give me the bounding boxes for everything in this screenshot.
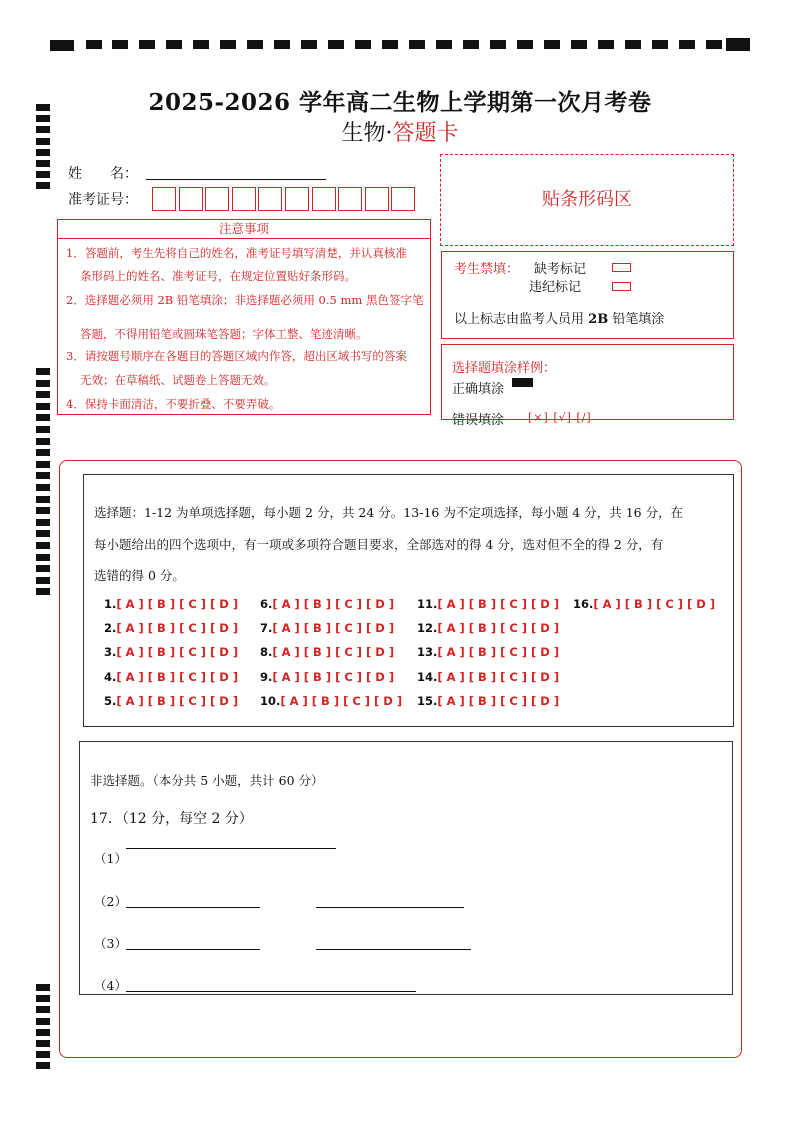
answer-blank[interactable]	[126, 991, 416, 992]
subject-label: 生物·	[341, 121, 393, 146]
timing-mark	[36, 171, 50, 178]
answer-bubbles[interactable]: [ A ] [ B ] [ C ] [ D ]	[437, 621, 560, 635]
choice-question[interactable]	[260, 694, 402, 708]
question-number: 9.	[260, 670, 273, 684]
exam-id-digit-box[interactable]	[285, 187, 309, 211]
wrong-mark: [/]	[576, 411, 592, 424]
notice-line: 3．请按题号顺序在各题目的答题区域内作答，超出区域书写的答案	[66, 349, 407, 363]
exam-id-digit-box[interactable]	[312, 187, 336, 211]
choice-question[interactable]	[417, 645, 559, 659]
timing-mark	[36, 530, 50, 537]
timing-mark	[36, 438, 50, 445]
wrong-fill-label: 错误填涂	[452, 413, 505, 428]
barcode-area	[440, 154, 734, 246]
timing-mark	[36, 1062, 50, 1069]
answer-blank[interactable]	[316, 949, 471, 950]
exam-id-digit-box[interactable]	[152, 187, 176, 211]
question-number: 15.	[417, 694, 438, 708]
wrong-fill-marks	[528, 411, 592, 424]
notice-line: 答题，不得用铅笔或圆珠笔答题；字体工整、笔迹清晰。	[80, 327, 368, 341]
timing-mark	[36, 461, 50, 468]
blank-label: （1）	[94, 851, 127, 866]
question-number: 7.	[260, 621, 273, 635]
notice-line: 无效；在草稿纸、试题卷上答题无效。	[80, 373, 276, 387]
timing-mark	[36, 380, 50, 387]
question-number: 6.	[260, 597, 273, 611]
timing-mark	[36, 472, 50, 479]
choice-instruction-1: 选择题：1-12 为单项选择题，每小题 2 分，共 24 分。13-16 为不定项选择，每小题 4 分，共 16 分，在	[94, 505, 684, 520]
notice-line: 条形码上的姓名、准考证号，在规定位置贴好条形码。	[80, 269, 356, 283]
question-number: 8.	[260, 645, 273, 659]
choice-question[interactable]	[417, 597, 559, 611]
choice-question[interactable]	[260, 645, 394, 659]
name-label: 姓 名：	[68, 166, 138, 182]
notice-line: 4．保持卡面清洁，不要折叠、不要弄破。	[66, 397, 281, 411]
choice-question[interactable]	[260, 621, 394, 635]
absent-label: 缺考标记	[534, 262, 587, 277]
exam-id-digit-box[interactable]	[365, 187, 389, 211]
q17-title: 17．（12 分，每空 2 分）	[90, 811, 253, 827]
timing-mark	[36, 1029, 50, 1036]
question-number: 10.	[260, 694, 281, 708]
prohibited-note	[454, 308, 664, 327]
timing-mark	[36, 368, 50, 375]
timing-mark	[36, 1040, 50, 1047]
answer-bubbles[interactable]: [ A ] [ B ] [ C ] [ D ]	[437, 645, 560, 659]
prohibited-box	[441, 251, 734, 339]
answer-bubbles[interactable]: [ A ] [ B ] [ C ] [ D ]	[116, 670, 239, 684]
answer-bubbles[interactable]: [ A ] [ B ] [ C ] [ D ]	[116, 597, 239, 611]
notice-line: 2．选择题必须用 2B 铅笔填涂；非选择题必须用 0.5 mm 黑色签字笔	[66, 293, 424, 307]
answer-bubbles[interactable]: [ A ] [ B ] [ C ] [ D ]	[437, 670, 560, 684]
prohibited-note-prefix: 以上标志由监考人员用	[454, 312, 585, 327]
blank-label: （4）	[94, 978, 127, 993]
question-number: 5.	[104, 694, 117, 708]
choice-question[interactable]	[104, 597, 238, 611]
answer-bubbles[interactable]: [ A ] [ B ] [ C ] [ D ]	[280, 694, 403, 708]
timing-mark	[36, 403, 50, 410]
barcode-label: 贴条形码区	[542, 189, 632, 210]
name-field[interactable]	[146, 179, 326, 180]
exam-id-digit-box[interactable]	[338, 187, 362, 211]
timing-mark	[36, 507, 50, 514]
correct-fill-label: 正确填涂	[452, 382, 505, 397]
card-label: 答题卡	[392, 121, 459, 146]
timing-mark	[36, 414, 50, 421]
exam-id-digit-box[interactable]	[258, 187, 282, 211]
timing-mark	[36, 160, 50, 167]
blank-label: （2）	[94, 894, 127, 909]
question-number: 14.	[417, 670, 438, 684]
timing-mark	[36, 149, 50, 156]
timing-mark	[36, 577, 50, 584]
answer-blank[interactable]	[126, 949, 260, 950]
exam-id-digit-box[interactable]	[232, 187, 256, 211]
question-number: 13.	[417, 645, 438, 659]
timing-mark	[36, 1006, 50, 1013]
prohibited-note-suffix: 铅笔填涂	[612, 312, 665, 327]
violation-label: 违纪标记	[529, 280, 582, 295]
wrong-mark: [×]	[528, 411, 549, 424]
timing-mark	[36, 426, 50, 433]
notice-box	[57, 219, 431, 415]
timing-mark	[36, 588, 50, 595]
answer-bubbles[interactable]: [ A ] [ B ] [ C ] [ D ]	[272, 621, 395, 635]
answer-bubbles[interactable]: [ A ] [ B ] [ C ] [ D ]	[116, 645, 239, 659]
answer-bubbles[interactable]: [ A ] [ B ] [ C ] [ D ]	[116, 621, 239, 635]
timing-mark	[36, 449, 50, 456]
timing-mark	[36, 519, 50, 526]
choice-question[interactable]	[417, 670, 559, 684]
answer-bubbles[interactable]: [ A ] [ B ] [ C ] [ D ]	[116, 694, 239, 708]
page-subtitle	[0, 116, 800, 147]
timing-mark	[36, 984, 50, 991]
timing-mark	[36, 554, 50, 561]
choice-instruction-3: 选错的得 0 分。	[94, 568, 185, 583]
notice-line: 1．答题前，考生先将自己的姓名，准考证号填写清楚，并认真核准	[66, 246, 407, 260]
question-number: 16.	[573, 597, 594, 611]
choice-question[interactable]	[260, 597, 394, 611]
choice-question[interactable]	[417, 694, 559, 708]
notice-heading: 注意事项	[58, 220, 430, 239]
prohibited-title: 考生禁填：	[454, 262, 520, 277]
choice-section	[83, 474, 734, 727]
correct-fill-mark	[512, 378, 533, 387]
exam-id-digit-box[interactable]	[391, 187, 415, 211]
answer-blank[interactable]	[126, 848, 336, 849]
answer-blank[interactable]	[126, 907, 260, 908]
question-number: 4.	[104, 670, 117, 684]
wrong-mark: [√]	[553, 411, 572, 424]
answer-bubbles[interactable]: [ A ] [ B ] [ C ] [ D ]	[272, 670, 395, 684]
timing-mark	[36, 391, 50, 398]
page-title: 2025-2026 学年高二生物上学期第一次月考卷	[148, 89, 652, 116]
timing-mark	[36, 182, 50, 189]
absent-checkbox[interactable]	[612, 263, 631, 272]
question-number: 1.	[104, 597, 117, 611]
choice-question[interactable]	[104, 621, 238, 635]
answer-bubbles[interactable]: [ A ] [ B ] [ C ] [ D ]	[272, 597, 395, 611]
nonchoice-intro: 非选择题。（本分共 5 小题，共计 60 分）	[90, 773, 324, 788]
choice-question[interactable]	[417, 621, 559, 635]
timing-mark	[36, 484, 50, 491]
question-number: 11.	[417, 597, 438, 611]
blank-label: （3）	[94, 936, 127, 951]
question-number: 2.	[104, 621, 117, 635]
choice-question[interactable]	[104, 645, 238, 659]
exam-id-digit-box[interactable]	[205, 187, 229, 211]
choice-question[interactable]	[104, 694, 238, 708]
exam-id-label: 准考证号：	[68, 192, 138, 208]
timing-mark	[36, 1051, 50, 1058]
answer-bubbles[interactable]: [ A ] [ B ] [ C ] [ D ]	[437, 597, 560, 611]
fill-sample-title: 选择题填涂样例：	[452, 361, 557, 376]
choice-question[interactable]	[573, 597, 715, 611]
timing-mark	[36, 995, 50, 1002]
timing-mark	[36, 565, 50, 572]
answer-bubbles[interactable]: [ A ] [ B ] [ C ] [ D ]	[437, 694, 560, 708]
answer-bubbles[interactable]: [ A ] [ B ] [ C ] [ D ]	[272, 645, 395, 659]
timing-mark	[36, 496, 50, 503]
choice-question[interactable]	[104, 670, 238, 684]
fill-sample-box	[441, 344, 734, 428]
question-number: 3.	[104, 645, 117, 659]
exam-id-digit-box[interactable]	[179, 187, 203, 211]
answer-blank[interactable]	[316, 907, 464, 908]
choice-instruction-2: 每小题给出的四个选项中，有一项或多项符合题目要求，全部选对的得 4 分，选对但不全的得 2 分，有	[94, 537, 664, 552]
timing-mark	[36, 542, 50, 549]
choice-question[interactable]	[260, 670, 394, 684]
timing-mark	[36, 1018, 50, 1025]
nonchoice-section	[79, 741, 733, 995]
answer-bubbles[interactable]: [ A ] [ B ] [ C ] [ D ]	[593, 597, 716, 611]
violation-checkbox[interactable]	[612, 282, 631, 291]
question-number: 12.	[417, 621, 438, 635]
prohibited-note-bold: 2B	[588, 312, 609, 327]
